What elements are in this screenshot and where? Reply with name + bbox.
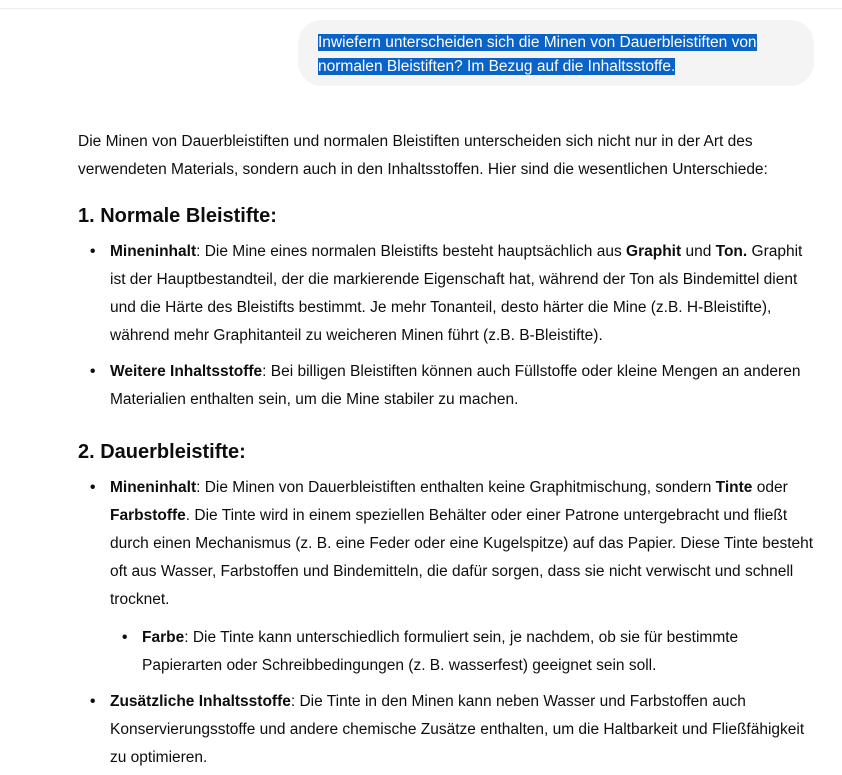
item-text: . Die Tinte wird in einem speziellen Behälter oder einer Patrone untergebracht und fließt durch einen Mechanismus (z. B. eine Feder oder eine Kugelspitze) auf das Papier. Diese Tinte besteht oft aus Wasser, Farbstoffen und Bindemitteln, die dafür sorgen, dass sie nicht verwischt und schnell trocknet.	[110, 507, 814, 608]
user-message-line-2[interactable]: normalen Bleistiften? Im Bezug auf die Inhaltsstoffe.	[318, 58, 676, 75]
list-item	[78, 474, 818, 680]
list-permanent-pencils	[78, 474, 818, 772]
list-item	[110, 624, 818, 680]
list-item	[78, 238, 818, 350]
user-message-line-1[interactable]: Inwiefern unterscheiden sich die Minen von Dauerbleistiften von	[318, 34, 757, 51]
item-text: : Die Tinte kann unterschiedlich formuliert sein, je nachdem, ob sie für bestimmte Papierarten oder Schreibbedingungen (z. B. wasserfest) geeignet sein soll.	[142, 629, 739, 674]
assistant-answer	[78, 128, 818, 775]
item-bold: Farbstoffe	[110, 507, 186, 524]
item-text: Graphit ist der Hauptbestandteil, der die markierende Eigenschaft hat, während der Ton als Bindemittel dient und die Härte des Bleistifts bestimmt. Je mehr Tonanteil, desto härter die Mine (z.B. H-Bleistifte), während mehr Graphitanteil zu weicheren Minen führt (z.B. B-Bleistifte).	[110, 243, 803, 344]
item-label: Mineninhalt	[110, 479, 197, 496]
item-label: Mineninhalt	[110, 243, 197, 260]
item-text: oder	[752, 479, 788, 496]
list-normal-pencils	[78, 238, 818, 414]
user-message-bubble[interactable]	[298, 20, 814, 86]
section-heading-permanent-pencils: 2. Dauerbleistifte:	[78, 441, 246, 463]
top-divider	[0, 8, 842, 9]
nested-list	[110, 624, 818, 680]
item-text: : Die Tinte in den Minen kann neben Wasser und Farbstoffen auch Konservierungsstoffe und andere chemische Zusätze enthalten, um die Haltbarkeit und Fließfähigkeit zu optimieren.	[110, 693, 805, 766]
list-item	[78, 358, 818, 414]
item-text: und	[681, 243, 716, 260]
item-label: Farbe	[142, 629, 185, 646]
item-bold: Ton.	[715, 243, 748, 260]
item-text: : Die Mine eines normalen Bleistifts besteht hauptsächlich aus	[196, 243, 627, 260]
item-label: Weitere Inhaltsstoffe	[110, 363, 263, 380]
section-heading-normal-pencils: 1. Normale Bleistifte:	[78, 205, 277, 227]
item-text: : Bei billigen Bleistiften können auch Füllstoffe oder kleine Mengen an anderen Materialien enthalten sein, um die Mine stabiler zu machen.	[110, 363, 801, 408]
item-text: : Die Minen von Dauerbleistiften enthalten keine Graphitmischung, sondern	[196, 479, 716, 496]
answer-intro: Die Minen von Dauerbleistiften und normalen Bleistiften unterscheiden sich nicht nur in der Art des verwendeten Materials, sondern auch in den Inhaltsstoffen. Hier sind die wesentlichen Unterschiede:	[78, 133, 768, 178]
item-bold: Graphit	[626, 243, 682, 260]
list-item	[78, 688, 818, 772]
item-label: Zusätzliche Inhaltsstoffe	[110, 693, 291, 710]
item-bold: Tinte	[715, 479, 753, 496]
